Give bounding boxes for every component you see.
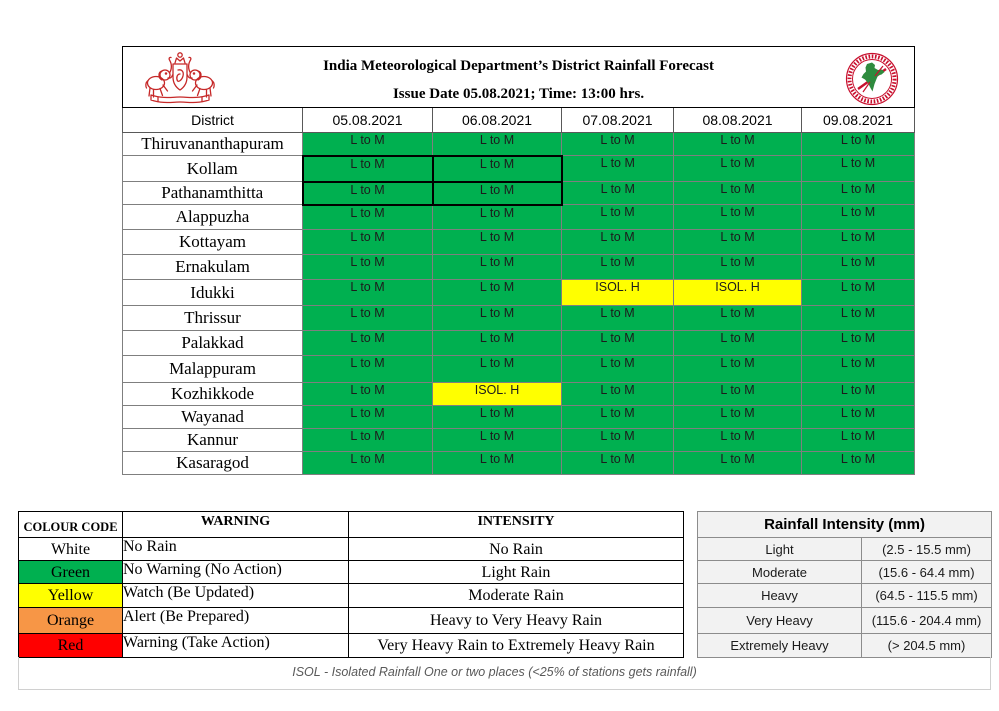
forecast-title: India Meteorological Department’s District Rainfall Forecast	[323, 57, 714, 74]
intensity-header: INTENSITY	[349, 512, 684, 538]
district-row	[123, 255, 915, 280]
forecast-cell: L to M	[802, 133, 915, 156]
forecast-cell: L to M	[562, 452, 674, 475]
forecast-cell: L to M	[433, 182, 562, 205]
forecast-cell: L to M	[303, 383, 433, 406]
intensity-row	[698, 608, 992, 634]
forecast-cell: L to M	[674, 331, 802, 356]
intensity-row	[698, 561, 992, 584]
forecast-cell: L to M	[802, 205, 915, 230]
district-row	[123, 156, 915, 182]
colour-swatch: Green	[19, 561, 123, 584]
forecast-cell: L to M	[433, 280, 562, 306]
warning-level: No Warning (No Action)	[123, 561, 349, 584]
legend-row	[19, 584, 684, 608]
intensity-category: Very Heavy	[698, 608, 862, 634]
forecast-cell: L to M	[433, 205, 562, 230]
forecast-cell: L to M	[433, 429, 562, 452]
forecast-cell: L to M	[674, 306, 802, 331]
district-name: Thrissur	[123, 306, 303, 331]
intensity-category: Heavy	[698, 584, 862, 608]
district-row	[123, 406, 915, 429]
forecast-cell: L to M	[433, 306, 562, 331]
district-row	[123, 280, 915, 306]
rainfall-intensity-title: Rainfall Intensity (mm)	[698, 512, 992, 538]
forecast-cell: L to M	[303, 331, 433, 356]
intensity-category: Extremely Heavy	[698, 634, 862, 658]
forecast-cell: L to M	[562, 133, 674, 156]
legend-row	[19, 608, 684, 634]
intensity-range: (64.5 - 115.5 mm)	[862, 584, 992, 608]
district-row	[123, 356, 915, 383]
forecast-cell: L to M	[802, 280, 915, 306]
date-column-header: 08.08.2021	[674, 108, 802, 133]
forecast-cell: L to M	[802, 156, 915, 182]
date-column-header: 05.08.2021	[303, 108, 433, 133]
warning-level: No Rain	[123, 538, 349, 561]
intensity-level: Very Heavy Rain to Extremely Heavy Rain	[349, 634, 684, 658]
warning-level: Watch (Be Updated)	[123, 584, 349, 608]
district-row	[123, 452, 915, 475]
forecast-cell: L to M	[674, 133, 802, 156]
intensity-header-row	[698, 512, 992, 538]
issue-date: Issue Date 05.08.2021; Time: 13:00 hrs.	[392, 85, 645, 102]
colour-swatch: Red	[19, 634, 123, 658]
forecast-cell: L to M	[674, 429, 802, 452]
forecast-cell: L to M	[562, 383, 674, 406]
district-name: Alappuzha	[123, 205, 303, 230]
forecast-cell: ISOL. H	[674, 280, 802, 306]
district-name: Wayanad	[123, 406, 303, 429]
intensity-level: Heavy to Very Heavy Rain	[349, 608, 684, 634]
forecast-cell: L to M	[562, 406, 674, 429]
district-name: Ernakulam	[123, 255, 303, 280]
forecast-cell: L to M	[433, 356, 562, 383]
column-header-row	[123, 108, 915, 133]
legend-row	[19, 561, 684, 584]
forecast-cell: L to M	[802, 452, 915, 475]
forecast-cell: L to M	[303, 356, 433, 383]
forecast-cell: ISOL. H	[562, 280, 674, 306]
title-box	[123, 48, 914, 107]
forecast-cell: L to M	[674, 452, 802, 475]
intensity-row	[698, 584, 992, 608]
forecast-cell: L to M	[802, 406, 915, 429]
forecast-cell: L to M	[674, 156, 802, 182]
forecast-cell: L to M	[674, 205, 802, 230]
intensity-level: No Rain	[349, 538, 684, 561]
forecast-cell: L to M	[562, 156, 674, 182]
title-row	[123, 47, 915, 108]
district-row	[123, 429, 915, 452]
isol-footnote: ISOL - Isolated Rainfall One or two places (<25% of stations gets rainfall)	[18, 657, 991, 690]
district-name: Palakkad	[123, 331, 303, 356]
intensity-range: (15.6 - 64.4 mm)	[862, 561, 992, 584]
intensity-level: Moderate Rain	[349, 584, 684, 608]
intensity-range: (115.6 - 204.4 mm)	[862, 608, 992, 634]
forecast-cell: L to M	[562, 255, 674, 280]
district-row	[123, 133, 915, 156]
intensity-range: (2.5 - 15.5 mm)	[862, 538, 992, 561]
legend-header-row	[19, 512, 684, 538]
forecast-cell: L to M	[562, 182, 674, 205]
forecast-cell: L to M	[802, 306, 915, 331]
forecast-cell: L to M	[303, 406, 433, 429]
district-name: Kottayam	[123, 230, 303, 255]
warning-level: Alert (Be Prepared)	[123, 608, 349, 634]
forecast-cell: L to M	[802, 230, 915, 255]
district-name: Kollam	[123, 156, 303, 182]
forecast-cell: L to M	[674, 230, 802, 255]
district-name: Malappuram	[123, 356, 303, 383]
intensity-range: (> 204.5 mm)	[862, 634, 992, 658]
forecast-cell: L to M	[433, 331, 562, 356]
intensity-body	[698, 538, 992, 658]
forecast-cell: L to M	[433, 406, 562, 429]
intensity-category: Light	[698, 538, 862, 561]
colour-code-legend	[18, 511, 684, 658]
forecast-cell: L to M	[562, 331, 674, 356]
forecast-cell: L to M	[674, 383, 802, 406]
warning-level: Warning (Take Action)	[123, 634, 349, 658]
forecast-cell: L to M	[433, 255, 562, 280]
forecast-cell: L to M	[802, 356, 915, 383]
legend-row	[19, 538, 684, 561]
rainfall-intensity-table	[697, 511, 992, 658]
forecast-cell: L to M	[802, 255, 915, 280]
forecast-cell: L to M	[303, 306, 433, 331]
forecast-cell: L to M	[303, 280, 433, 306]
forecast-body	[123, 133, 915, 475]
forecast-cell: L to M	[562, 230, 674, 255]
intensity-row	[698, 634, 992, 658]
forecast-cell: L to M	[433, 230, 562, 255]
forecast-cell: L to M	[303, 429, 433, 452]
forecast-cell: L to M	[433, 156, 562, 182]
legend-row	[19, 634, 684, 658]
forecast-cell: L to M	[802, 331, 915, 356]
district-name: Idukki	[123, 280, 303, 306]
forecast-cell: L to M	[674, 356, 802, 383]
forecast-cell: L to M	[433, 133, 562, 156]
forecast-cell: L to M	[303, 156, 433, 182]
district-row	[123, 306, 915, 331]
forecast-cell: L to M	[802, 182, 915, 205]
warning-header: WARNING	[123, 512, 349, 538]
forecast-cell: L to M	[562, 429, 674, 452]
colour-swatch: Orange	[19, 608, 123, 634]
imd-logo-icon	[845, 52, 899, 106]
district-name: Pathanamthitta	[123, 182, 303, 205]
forecast-cell: L to M	[303, 452, 433, 475]
forecast-table	[122, 46, 915, 475]
forecast-cell: L to M	[562, 356, 674, 383]
legend-body	[19, 538, 684, 658]
colour-swatch: White	[19, 538, 123, 561]
date-column-header: 07.08.2021	[562, 108, 674, 133]
forecast-cell: L to M	[802, 383, 915, 406]
forecast-cell: L to M	[303, 182, 433, 205]
district-row	[123, 383, 915, 406]
forecast-cell: L to M	[433, 452, 562, 475]
forecast-cell: L to M	[303, 230, 433, 255]
forecast-cell: L to M	[562, 306, 674, 331]
colour-code-header: COLOUR CODE	[19, 512, 123, 538]
district-name: Thiruvananthapuram	[123, 133, 303, 156]
district-name: Kannur	[123, 429, 303, 452]
forecast-cell: L to M	[802, 429, 915, 452]
intensity-row	[698, 538, 992, 561]
district-name: Kasaragod	[123, 452, 303, 475]
district-column-header: District	[123, 108, 303, 133]
forecast-cell: L to M	[303, 133, 433, 156]
forecast-cell: L to M	[303, 205, 433, 230]
forecast-cell: L to M	[674, 406, 802, 429]
forecast-cell: L to M	[562, 205, 674, 230]
intensity-level: Light Rain	[349, 561, 684, 584]
forecast-cell: L to M	[674, 182, 802, 205]
title-cell	[123, 47, 915, 108]
district-row	[123, 205, 915, 230]
intensity-category: Moderate	[698, 561, 862, 584]
district-row	[123, 182, 915, 205]
district-name: Kozhikkode	[123, 383, 303, 406]
date-column-header: 09.08.2021	[802, 108, 915, 133]
forecast-cell: ISOL. H	[433, 383, 562, 406]
forecast-cell: L to M	[303, 255, 433, 280]
district-row	[123, 331, 915, 356]
forecast-cell: L to M	[674, 255, 802, 280]
date-column-header: 06.08.2021	[433, 108, 562, 133]
colour-swatch: Yellow	[19, 584, 123, 608]
district-row	[123, 230, 915, 255]
